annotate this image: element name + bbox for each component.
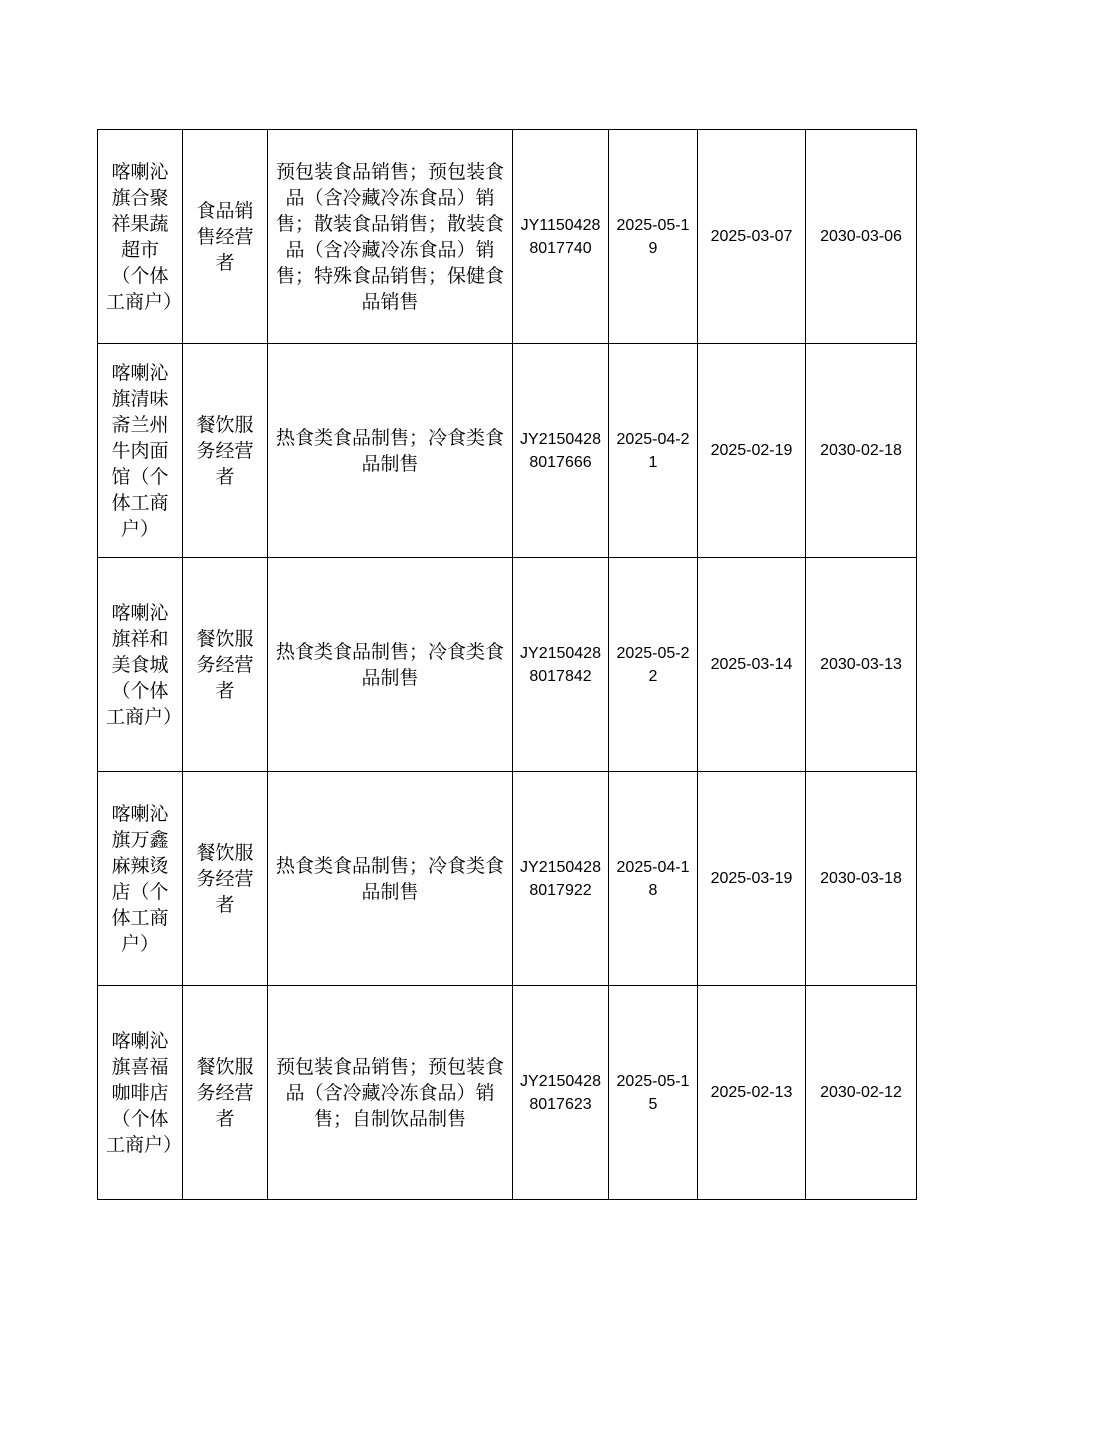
operator-type: 餐饮服务经营者 — [196, 841, 254, 916]
operator-name: 喀喇沁旗合聚祥果蔬超市（个体工商户） — [106, 160, 183, 313]
operator-type-cell — [183, 986, 268, 1200]
valid-to: 2030-02-12 — [806, 986, 917, 1200]
issue-date: 2025-05-15 — [609, 986, 698, 1200]
operator-type-cell — [183, 772, 268, 986]
license-table — [97, 129, 917, 1200]
valid-to: 2030-03-13 — [806, 558, 917, 772]
valid-from: 2025-03-14 — [698, 558, 806, 772]
valid-to: 2030-03-18 — [806, 772, 917, 986]
operator-name: 喀喇沁旗喜福咖啡店（个体工商户） — [106, 1029, 183, 1156]
operator-name-cell — [98, 558, 183, 772]
operator-name-cell — [98, 130, 183, 344]
license-number: JY21504288017922 — [513, 772, 609, 986]
operator-type: 食品销售经营者 — [196, 199, 254, 274]
operator-name: 喀喇沁旗万鑫麻辣烫店（个体工商户） — [111, 802, 169, 955]
issue-date: 2025-05-19 — [609, 130, 698, 344]
valid-from: 2025-03-07 — [698, 130, 806, 344]
operator-type-cell — [183, 130, 268, 344]
table-row — [98, 558, 917, 772]
valid-to: 2030-02-18 — [806, 344, 917, 558]
issue-date: 2025-04-18 — [609, 772, 698, 986]
table-row — [98, 130, 917, 344]
valid-from: 2025-02-13 — [698, 986, 806, 1200]
business-scope: 热食类食品制售；冷食类食品制售 — [268, 772, 513, 986]
issue-date: 2025-04-21 — [609, 344, 698, 558]
operator-type-cell — [183, 344, 268, 558]
valid-to: 2030-03-06 — [806, 130, 917, 344]
business-scope: 预包装食品销售；预包装食品（含冷藏冷冻食品）销售；散装食品销售；散装食品（含冷藏冷冻食品）销售；特殊食品销售；保健食品销售 — [268, 130, 513, 344]
operator-type: 餐饮服务经营者 — [196, 1055, 254, 1130]
valid-from: 2025-03-19 — [698, 772, 806, 986]
operator-type-cell — [183, 558, 268, 772]
license-number: JY11504288017740 — [513, 130, 609, 344]
operator-name-cell — [98, 344, 183, 558]
operator-name: 喀喇沁旗清味斋兰州牛肉面馆（个体工商户） — [111, 361, 169, 540]
table-row — [98, 772, 917, 986]
valid-from: 2025-02-19 — [698, 344, 806, 558]
license-number: JY21504288017666 — [513, 344, 609, 558]
operator-name-cell — [98, 772, 183, 986]
operator-type: 餐饮服务经营者 — [196, 627, 254, 702]
table-row — [98, 344, 917, 558]
license-number: JY21504288017842 — [513, 558, 609, 772]
business-scope: 预包装食品销售；预包装食品（含冷藏冷冻食品）销售；自制饮品制售 — [268, 986, 513, 1200]
license-table-body — [98, 130, 917, 1200]
issue-date: 2025-05-22 — [609, 558, 698, 772]
operator-name-cell — [98, 986, 183, 1200]
business-scope: 热食类食品制售；冷食类食品制售 — [268, 344, 513, 558]
operator-type: 餐饮服务经营者 — [196, 413, 254, 488]
business-scope: 热食类食品制售；冷食类食品制售 — [268, 558, 513, 772]
operator-name: 喀喇沁旗祥和美食城（个体工商户） — [106, 601, 183, 728]
license-number: JY21504288017623 — [513, 986, 609, 1200]
table-row — [98, 986, 917, 1200]
